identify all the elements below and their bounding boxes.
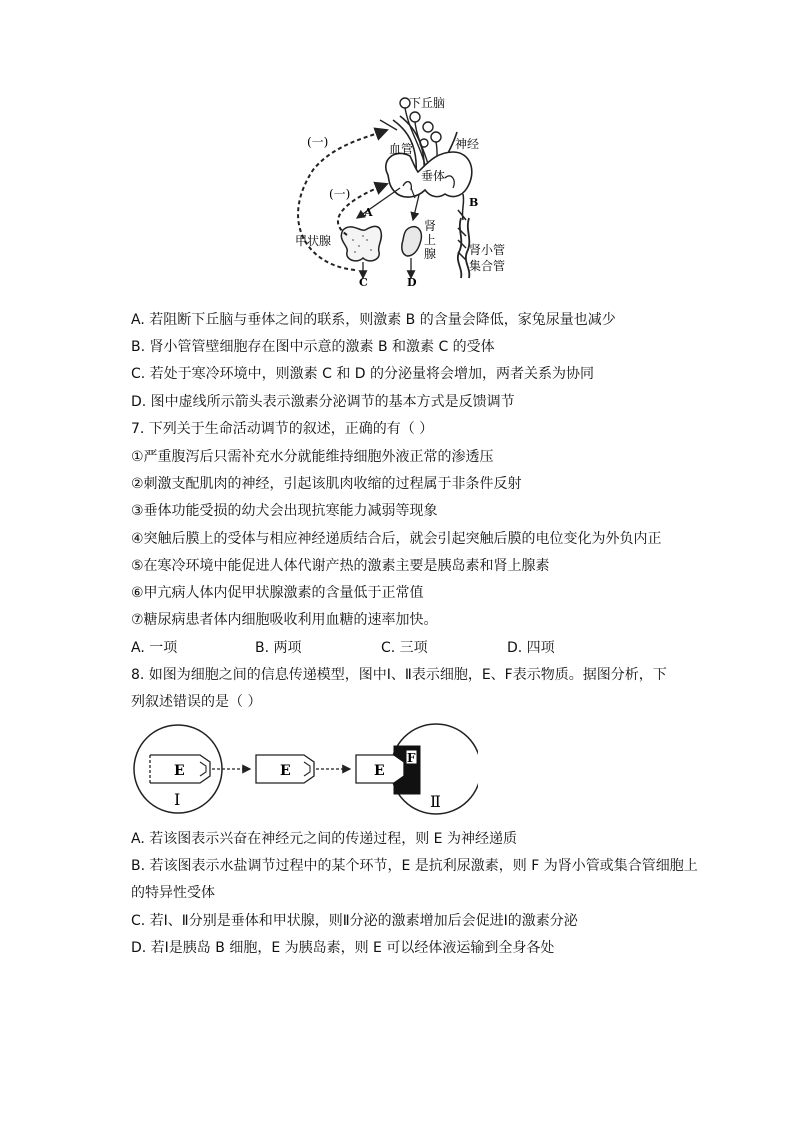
- q8-option-b-line-2: 的特异性受体: [131, 885, 215, 901]
- q6-option-b: B. 肾小管管壁细胞存在图中示意的激素 B 和激素 C 的受体: [131, 339, 495, 355]
- q6-option-c: C. 若处于寒冷环境中，则激素 C 和 D 的分泌量将会增加，两者关系为协同: [131, 366, 595, 382]
- label-e-2: E: [280, 763, 291, 779]
- q7-statement-4: ④突触后膜上的受体与相应神经递质结合后，就会引起突触后膜的电位变化为外负内正: [131, 531, 662, 547]
- q7-statement-7: ⑦糖尿病患者体内细胞吸收利用血糖的速率加快。: [131, 612, 438, 628]
- label-c: C: [359, 276, 368, 289]
- q7-statement-3: ③垂体功能受损的幼犬会出现抗寒能力减弱等现象: [131, 503, 438, 519]
- label-cell-one: Ⅰ: [174, 790, 181, 809]
- label-vessel: 血管: [389, 142, 414, 156]
- label-adrenal-3: 腺: [424, 247, 437, 261]
- label-e-3: E: [374, 763, 385, 779]
- q7-statement-5: ⑤在寒冷环境中能促进人体代谢产热的激素主要是胰岛素和肾上腺素: [131, 558, 550, 574]
- label-adrenal-1: 肾: [424, 219, 437, 233]
- label-hypothalamus: 下丘脑: [409, 96, 446, 110]
- label-cell-two: Ⅱ: [430, 792, 441, 811]
- q7-choice-b: B. 两项: [255, 640, 302, 656]
- label-nerve: 神经: [455, 137, 480, 151]
- q7-stem: 7. 下列关于生命活动调节的叙述，正确的有（ ）: [131, 421, 434, 437]
- label-minus-top: (一): [307, 135, 329, 149]
- q8-stem-line-1: 8. 如图为细胞之间的信息传递模型，图中Ⅰ、Ⅱ表示细胞，E、F表示物质。据图分析，下: [131, 667, 667, 683]
- q8-option-b-line-1: B. 若该图表示水盐调节过程中的某个环节，E 是抗利尿激素，则 F 为肾小管或集合管细胞上: [131, 858, 698, 874]
- q7-choice-c: C. 三项: [381, 640, 428, 656]
- label-tubule-1: 肾小管: [469, 243, 506, 257]
- adrenal-gland: [402, 227, 422, 256]
- label-e-1: E: [174, 763, 185, 779]
- label-b: B: [469, 196, 479, 209]
- label-a: A: [364, 206, 373, 219]
- thyroid-gland: [341, 226, 381, 261]
- q7-statement-1: ①严重腹泻后只需补充水分就能维持细胞外液正常的渗透压: [131, 449, 494, 465]
- label-tubule-2: 集合管: [469, 259, 506, 273]
- q8-stem-line-2: 列叙述错误的是（ ）: [131, 694, 262, 710]
- hormone-regulation-diagram: [285, 90, 515, 290]
- q7-choice-d: D. 四项: [507, 640, 555, 656]
- q6-option-a: A. 若阻断下丘脑与垂体之间的联系，则激素 B 的含量会降低，家兔尿量也减少: [131, 312, 616, 328]
- q7-choice-a: A. 一项: [131, 640, 178, 656]
- q8-option-a: A. 若该图表示兴奋在神经元之间的传递过程，则 E 为神经递质: [131, 831, 517, 847]
- label-d: D: [407, 276, 417, 289]
- kidney-tubule: [458, 218, 469, 278]
- cell-signaling-diagram: [128, 722, 478, 822]
- q7-statement-6: ⑥甲亢病人体内促甲状腺激素的含量低于正常值: [131, 585, 424, 601]
- label-pituitary: 垂体: [421, 169, 446, 183]
- label-adrenal-2: 上: [424, 233, 437, 247]
- q8-option-d: D. 若Ⅰ是胰岛 B 细胞，E 为胰岛素，则 E 可以经体液运输到全身各处: [131, 940, 555, 956]
- label-minus-mid: (一): [329, 187, 351, 201]
- label-f: F: [407, 751, 416, 765]
- label-thyroid: 甲状腺: [295, 234, 332, 248]
- q8-option-c: C. 若Ⅰ、Ⅱ分别是垂体和甲状腺，则Ⅱ分泌的激素增加后会促进Ⅰ的激素分泌: [131, 913, 578, 929]
- q6-option-d: D. 图中虚线所示箭头表示激素分泌调节的基本方式是反馈调节: [131, 394, 515, 410]
- q7-statement-2: ②刺激支配肌肉的神经，引起该肌肉收缩的过程属于非条件反射: [131, 476, 522, 492]
